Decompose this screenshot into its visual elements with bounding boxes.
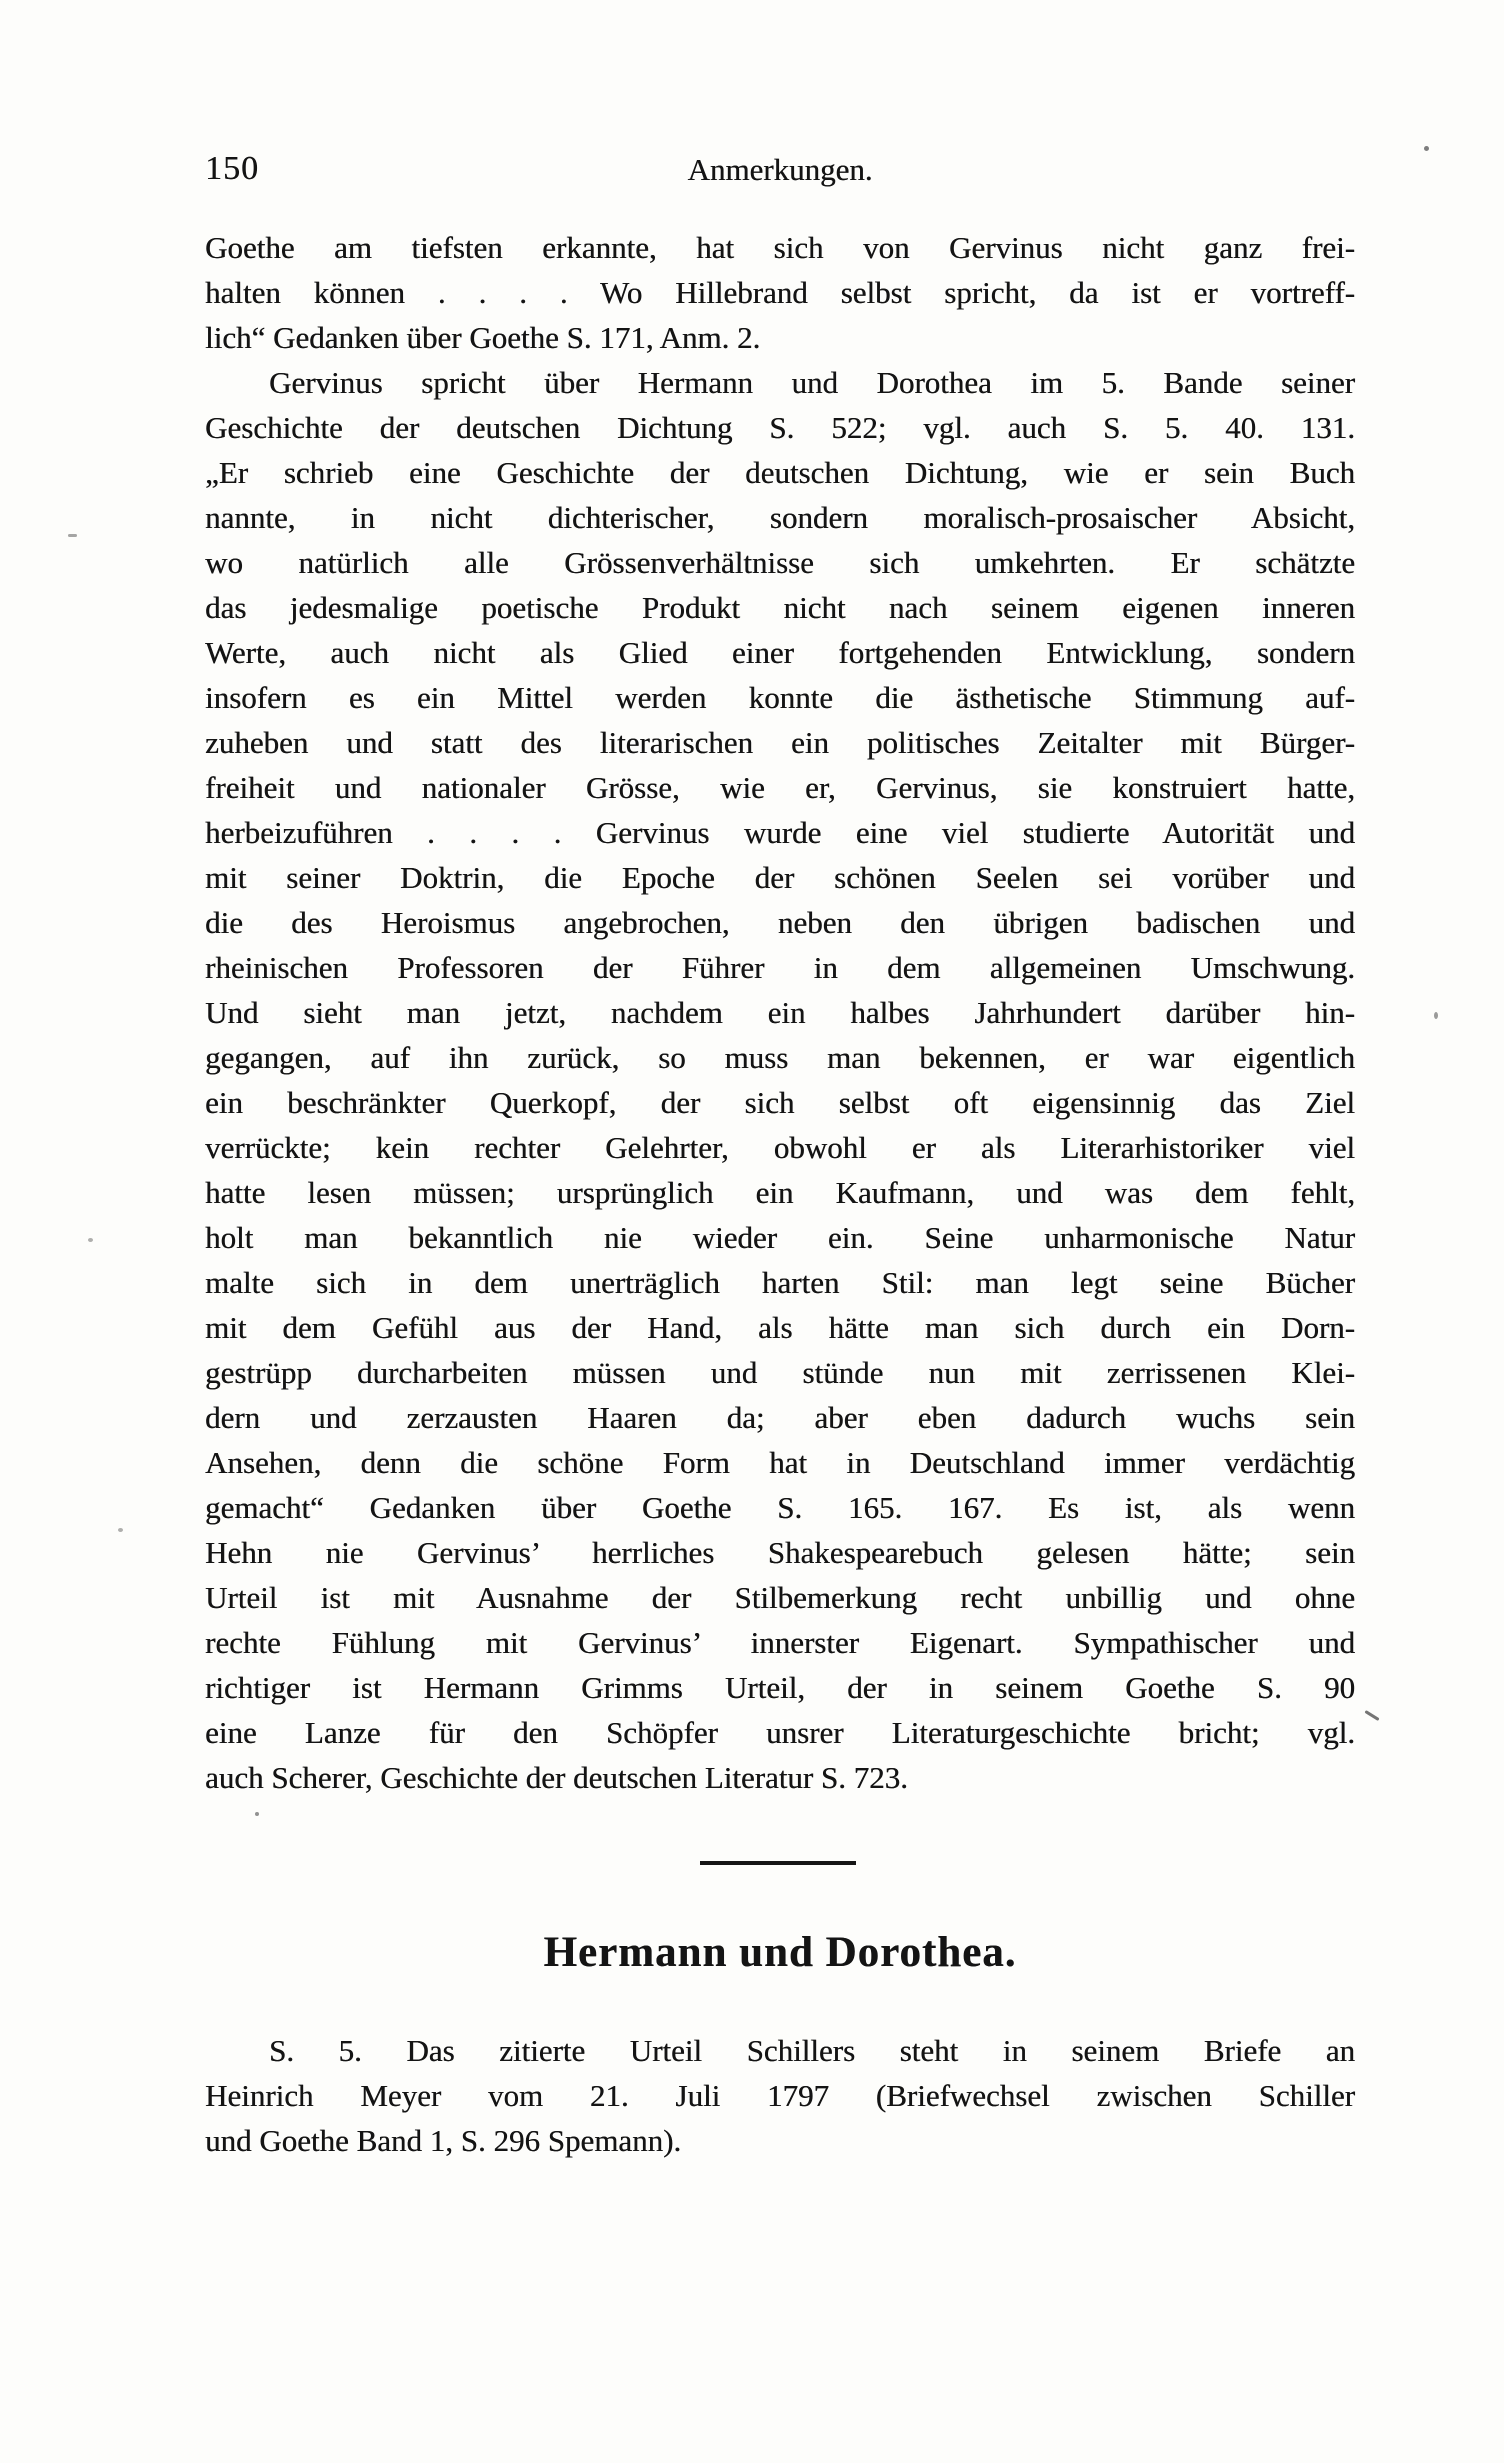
text-line: dern und zerzausten Haaren da; aber eben dadurch wuchs sein — [205, 1400, 1355, 1435]
text-line: mit dem Gefühl aus der Hand, als hätte man sich durch ein Dorn- — [205, 1310, 1355, 1345]
section-heading: Hermann und Dorothea. — [543, 1929, 1017, 1976]
text-line: hatte lesen müssen; ursprünglich ein Kaufmann, und was dem fehlt, — [205, 1175, 1355, 1210]
text-line: ein beschränkter Querkopf, der sich selbst oft eigensinnig das Ziel — [205, 1085, 1355, 1120]
text-line: herbeizuführen . . . . Gervinus wurde eine viel studierte Autorität und — [205, 815, 1355, 850]
text-line: und Goethe Band 1, S. 296 Spemann). — [205, 2123, 682, 2158]
scan-speck — [118, 1528, 123, 1532]
scan-speck — [88, 1238, 93, 1242]
text-line: rechte Fühlung mit Gervinus’ innerster Eigenart. Sympathischer und — [205, 1625, 1355, 1660]
page-header — [205, 150, 1355, 192]
scan-speck — [1364, 1710, 1379, 1721]
text-line: lich“ Gedanken über Goethe S. 171, Anm. 2. — [205, 320, 761, 355]
text-line: richtiger ist Hermann Grimms Urteil, der in seinem Goethe S. 90 — [205, 1670, 1355, 1705]
text-line: verrückte; kein rechter Gelehrter, obwohl er als Literarhistoriker viel — [205, 1130, 1355, 1165]
text-line: Gervinus spricht über Hermann und Dorothea im 5. Bande seiner — [269, 365, 1355, 400]
text-line: gestrüpp durcharbeiten müssen und stünde nun mit zerrissenen Klei- — [205, 1355, 1355, 1390]
text-line: Und sieht man jetzt, nachdem ein halbes Jahrhundert darüber hin- — [205, 995, 1355, 1030]
page-number: 150 — [205, 150, 259, 187]
text-line: rheinischen Professoren der Führer in dem allgemeinen Umschwung. — [205, 950, 1355, 985]
text-line: S. 5. Das zitierte Urteil Schillers steht in seinem Briefe an — [269, 2033, 1355, 2068]
text-line: mit seiner Doktrin, die Epoche der schönen Seelen sei vorüber und — [205, 860, 1355, 895]
text-line: zuheben und statt des literarischen ein politisches Zeitalter mit Bürger- — [205, 725, 1355, 760]
notes-text-block — [205, 225, 1355, 1800]
scan-speck — [68, 534, 77, 537]
text-line: malte sich in dem unerträglich harten Stil: man legt seine Bücher — [205, 1265, 1355, 1300]
text-line: das jedesmalige poetische Produkt nicht nach seinem eigenen inneren — [205, 590, 1355, 625]
section-divider-rule — [700, 1861, 856, 1865]
text-line: „Er schrieb eine Geschichte der deutschen Dichtung, wie er sein Buch — [205, 455, 1355, 490]
text-line: Heinrich Meyer vom 21. Juli 1797 (Briefwechsel zwischen Schiller — [205, 2078, 1355, 2113]
running-title: Anmerkungen. — [687, 152, 873, 187]
text-line: halten können . . . . Wo Hillebrand selbst spricht, da ist er vortreff- — [205, 275, 1355, 310]
text-line: holt man bekanntlich nie wieder ein. Seine unharmonische Natur — [205, 1220, 1355, 1255]
text-line: auch Scherer, Geschichte der deutschen Literatur S. 723. — [205, 1760, 908, 1795]
text-line: Geschichte der deutschen Dichtung S. 522; vgl. auch S. 5. 40. 131. — [205, 410, 1355, 445]
text-line: Werte, auch nicht als Glied einer fortgehenden Entwicklung, sondern — [205, 635, 1355, 670]
scan-speck — [255, 1812, 259, 1816]
text-line: Goethe am tiefsten erkannte, hat sich von Gervinus nicht ganz frei- — [205, 230, 1355, 265]
scan-speck — [1434, 1012, 1438, 1019]
text-line: wo natürlich alle Grössenverhältnisse sich umkehrten. Er schätzte — [205, 545, 1355, 580]
text-line: gegangen, auf ihn zurück, so muss man bekennen, er war eigentlich — [205, 1040, 1355, 1075]
text-line: Hehn nie Gervinus’ herrliches Shakespearebuch gelesen hätte; sein — [205, 1535, 1355, 1570]
text-line: gemacht“ Gedanken über Goethe S. 165. 167. Es ist, als wenn — [205, 1490, 1355, 1525]
text-line: die des Heroismus angebrochen, neben den übrigen badischen und — [205, 905, 1355, 940]
section-text-block — [205, 2028, 1355, 2163]
text-line: freiheit und nationaler Grösse, wie er, Gervinus, sie konstruiert hatte, — [205, 770, 1355, 805]
scan-speck — [1424, 146, 1429, 151]
text-line: insofern es ein Mittel werden konnte die ästhetische Stimmung auf- — [205, 680, 1355, 715]
text-line: eine Lanze für den Schöpfer unsrer Literaturgeschichte bricht; vgl. — [205, 1715, 1355, 1750]
text-line: Urteil ist mit Ausnahme der Stilbemerkung recht unbillig und ohne — [205, 1580, 1355, 1615]
text-line: nannte, in nicht dichterischer, sondern moralisch-prosaischer Absicht, — [205, 500, 1355, 535]
text-line: Ansehen, denn die schöne Form hat in Deutschland immer verdächtig — [205, 1445, 1355, 1480]
